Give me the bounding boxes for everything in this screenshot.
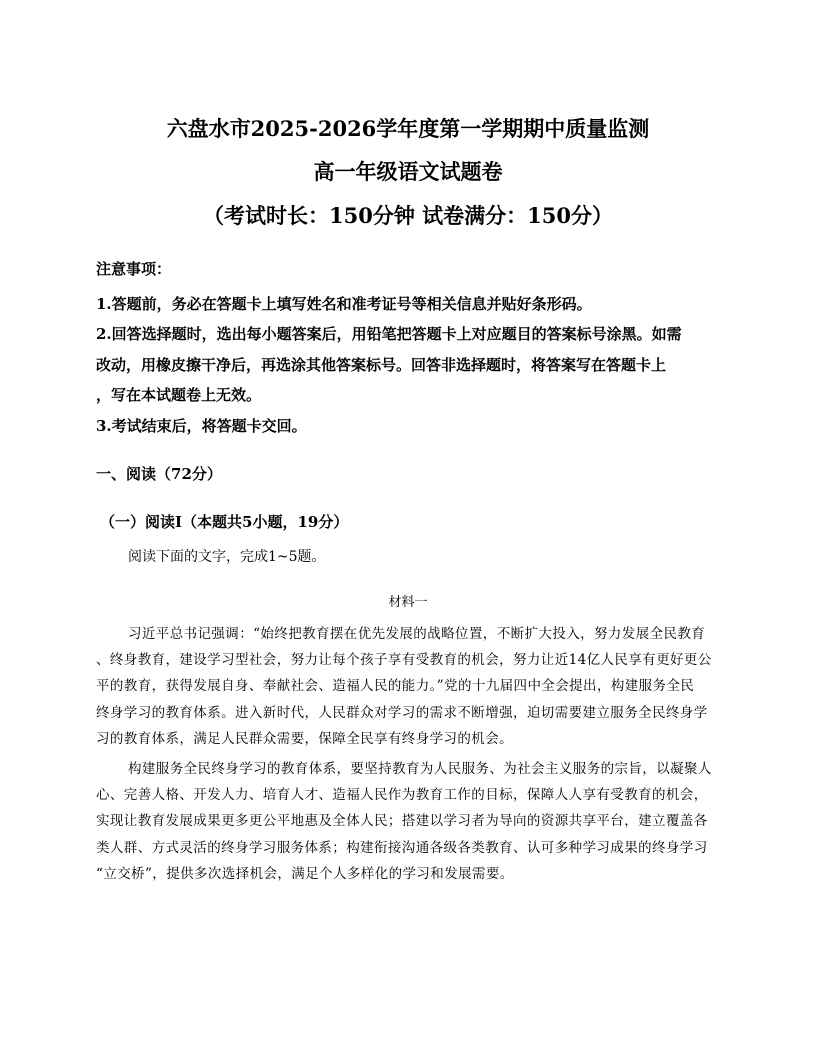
exam-title: 六盘水市2025-2026学年度第一学期期中质量监测 [166,116,650,141]
notice-item-1: 1.答题前，务必在答题卡上填写姓名和准考证号等相关信息并贴好条形码。 [96,295,592,313]
material-line: 习的教育体系，满足人民群众需要，保障全民享有终身学习的机会。 [96,731,513,747]
notice-item-3: 3.考试结束后，将答题卡交回。 [96,417,307,435]
reading-instruction: 阅读下面的文字，完成1~5题。 [128,549,326,565]
material-line: 类人群、方式灵活的终身学习服务体系；构建衔接沟通各级各类教育、认可多种学习成果的终身学习 [96,840,708,856]
material-line: “立交桥”，提供多次选择机会，满足个人多样化的学习和发展需要。 [96,866,514,882]
material-line: 习近平总书记强调：“始终把教育摆在优先发展的战略位置，不断扩大投入，努力发展全民教育 [128,626,706,642]
notice-heading: 注意事项： [96,260,172,278]
notice-item-2-line-2: 改动，用橡皮擦干净后，再选涂其他答案标号。回答非选择题时，将答案写在答题卡上 [96,356,667,374]
notice-item-2-line-1: 2.回答选择题时，选出每小题答案后，用铅笔把答题卡上对应题目的答案标号涂黑。如需 [96,325,682,343]
material-line: 构建服务全民终身学习的教育体系，要坚持教育为人民服务、为社会主义服务的宗旨，以凝聚人 [128,761,712,777]
material-line: 终身学习的教育体系。进入新时代，人民群众对学习的需求不断增强，迫切需要建立服务全民终身学 [96,705,708,721]
exam-duration-info: （考试时长：150分钟 试卷满分：150分） [203,203,613,228]
material-line: 、终身教育，建设学习型社会，努力让每个孩子享有受教育的机会，努力让近14亿人民享有更好更公 [96,652,712,668]
section-heading: 一、阅读（72分） [96,465,222,483]
material-line: 心、完善人格、开发人力、培育人才、造福人民作为教育工作的目标，保障人人享有受教育的机会， [96,787,708,803]
material-line: 平的教育，获得发展自身、奉献社会、造福人民的能力。”党的十九届四中全会提出，构建服务全民 [96,678,695,694]
notice-item-2-line-3: ，写在本试题卷上无效。 [96,386,262,404]
material-line: 实现让教育发展成果更多更公平地惠及全体人民；搭建以学习者为导向的资源共享平台，建立覆盖各 [96,813,708,829]
material-title: 材料一 [388,595,428,610]
subsection-heading: （一）阅读Ⅰ（本题共5小题，19分） [100,513,349,531]
exam-subtitle: 高一年级语文试题卷 [313,159,503,184]
